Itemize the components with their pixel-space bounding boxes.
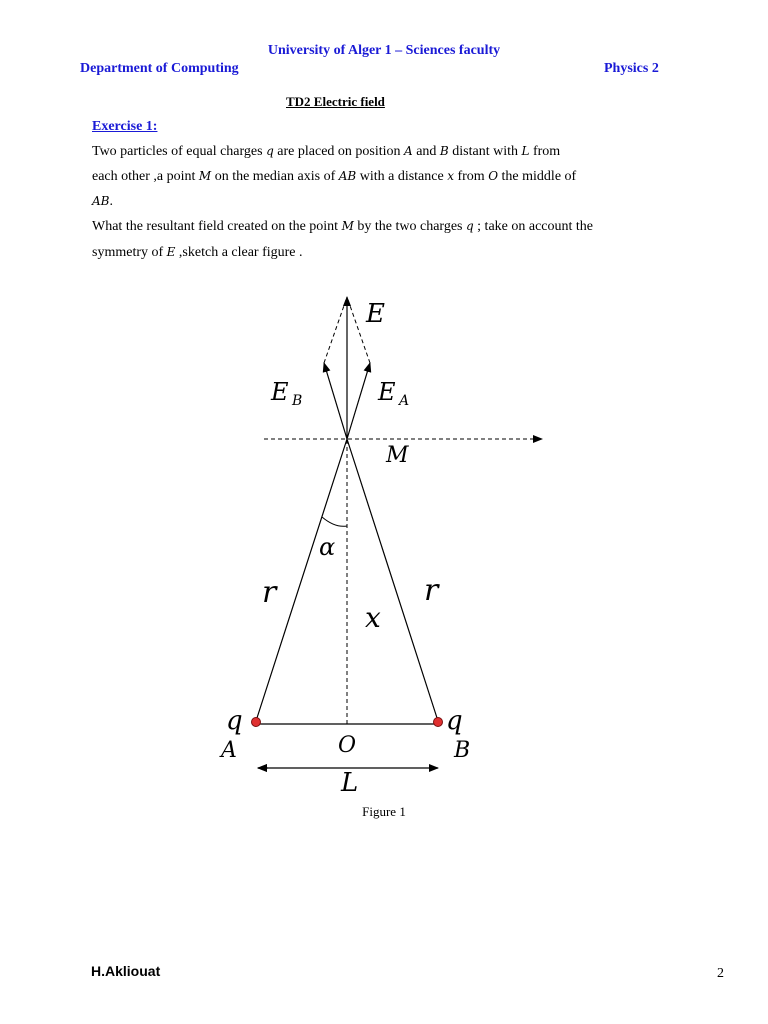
label-x: x — [365, 601, 381, 634]
field-vector-EA — [347, 363, 370, 439]
label-r-right: r — [424, 573, 439, 608]
charge-A — [252, 718, 261, 727]
math-B: B — [439, 144, 449, 158]
charge-B — [434, 718, 443, 727]
label-EB: E — [271, 378, 289, 406]
math-AB: AB — [338, 169, 357, 183]
label-M: M — [386, 443, 409, 468]
text-run: with a distance — [356, 169, 448, 184]
header-department: Department of Computing — [80, 61, 239, 76]
text-run: . — [109, 194, 113, 209]
angle-arc-alpha — [322, 517, 347, 526]
label-EA: E — [378, 378, 396, 406]
label-alpha: α — [319, 533, 336, 561]
math-L: L — [521, 144, 530, 158]
td-title: TD2 Electric field — [286, 94, 385, 109]
label-L: L — [341, 768, 359, 798]
text-run: from — [529, 144, 561, 159]
label-O: O — [338, 733, 357, 758]
text-run: the middle of — [498, 169, 577, 184]
parallelogram-side — [324, 297, 347, 363]
text-run: What the resultant field created on the point — [92, 219, 342, 234]
label-q-right: q — [446, 706, 463, 736]
label-r-left: r — [262, 575, 277, 610]
text-run: Two particles of equal charges — [92, 144, 267, 159]
math-M: M — [198, 169, 212, 183]
text-run: and — [412, 144, 440, 159]
text-run: each other ,a point — [92, 169, 199, 184]
exercise-title: Exercise 1: — [92, 119, 158, 134]
math-q: q — [465, 219, 474, 233]
text-run: are placed on position — [273, 144, 405, 159]
text-run: ; take on account the — [473, 219, 594, 234]
page-number: 2 — [717, 966, 724, 981]
math-x: x — [447, 169, 454, 183]
text-run: by the two charges — [353, 219, 466, 234]
label-q-left: q — [226, 706, 243, 736]
header-course: Physics 2 — [604, 61, 659, 76]
math-q: q — [266, 144, 274, 158]
math-E: E — [166, 245, 176, 259]
figure-caption: Figure 1 — [362, 804, 406, 819]
math-AB: AB — [92, 194, 110, 208]
text-run: ,sketch a clear figure . — [175, 245, 303, 260]
label-EA-sub: A — [399, 393, 410, 409]
label-EB-sub: B — [292, 393, 303, 409]
header-university: University of Alger 1 – Sciences faculty — [267, 43, 501, 58]
text-run: from — [453, 169, 489, 184]
text-run: distant with — [448, 144, 522, 159]
math-O: O — [488, 169, 499, 183]
label-B: B — [454, 738, 471, 763]
text-run: on the median axis of — [211, 169, 339, 184]
text-run: symmetry of — [92, 245, 167, 260]
math-A: A — [404, 144, 413, 158]
field-vector-EB — [324, 363, 347, 439]
math-M: M — [341, 219, 354, 233]
label-A: A — [221, 738, 237, 763]
label-E: E — [366, 299, 385, 329]
footer-author: H.Akliouat — [91, 963, 161, 979]
